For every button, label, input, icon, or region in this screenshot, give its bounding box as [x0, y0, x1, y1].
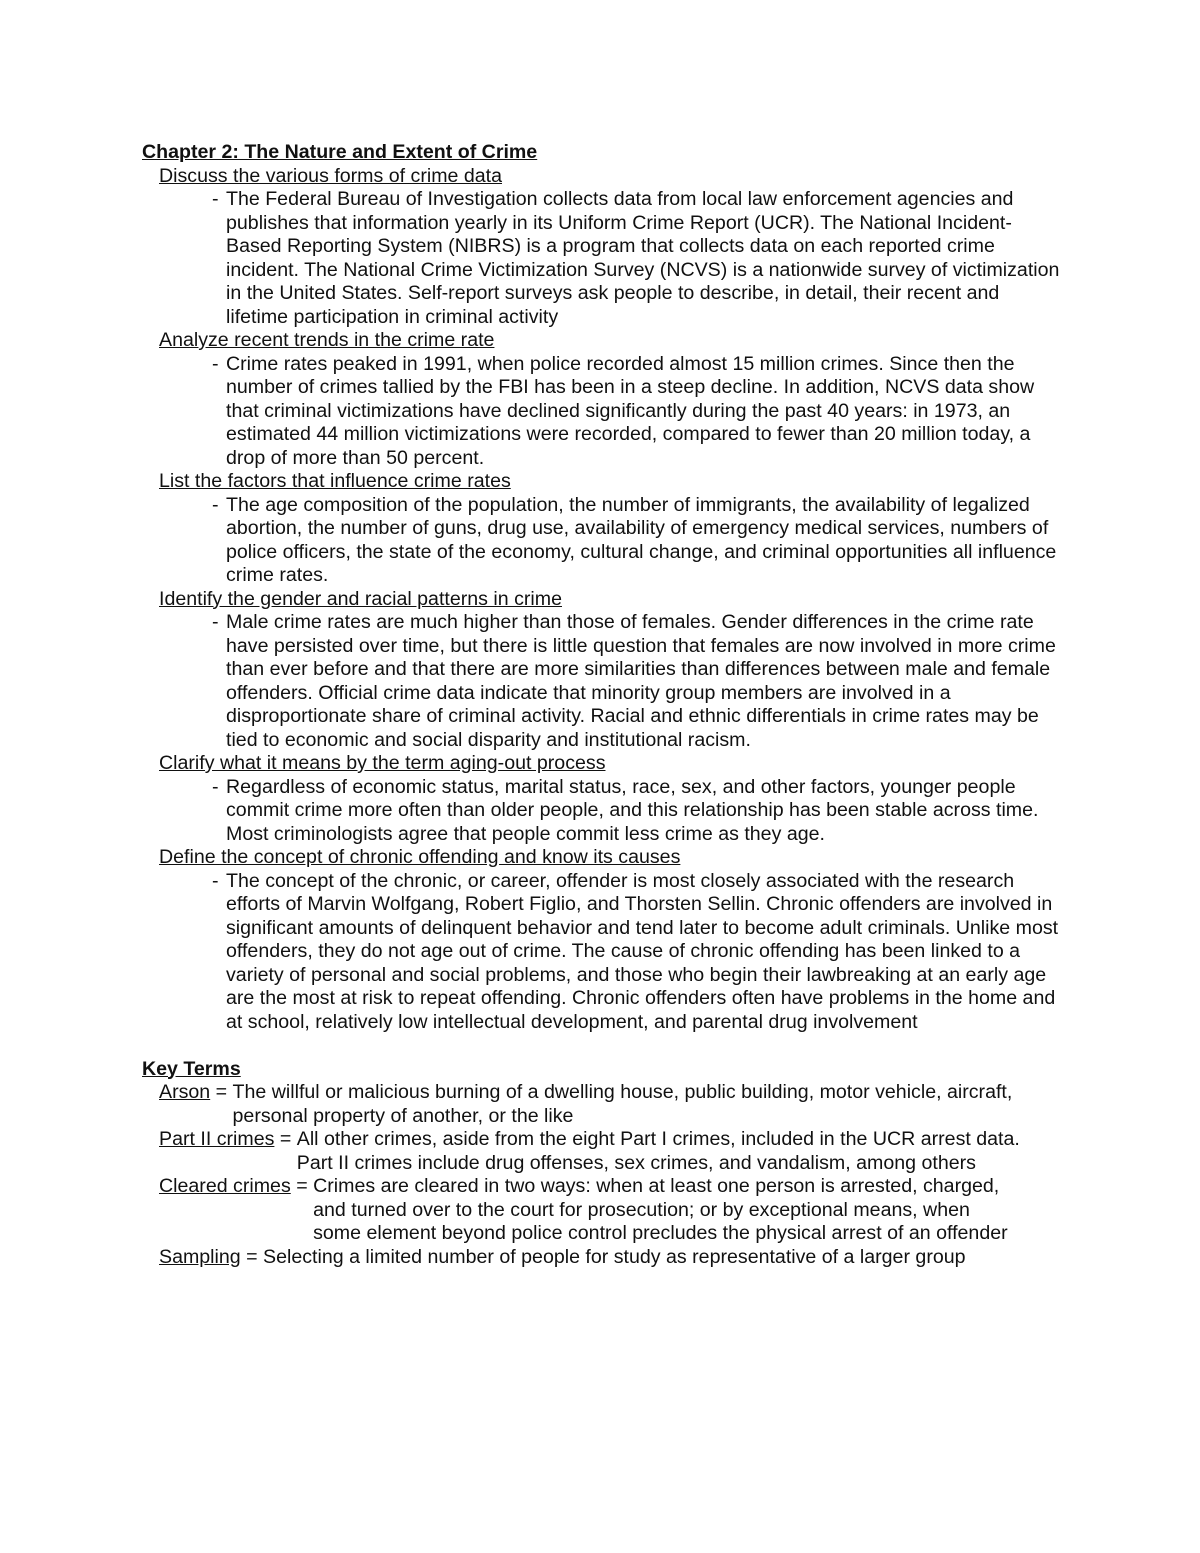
term-separator: =: [290, 1175, 314, 1197]
section-crime-factors: [142, 470, 1072, 588]
key-term-cleared-crimes: [159, 1175, 1072, 1246]
bullet-text: The age composition of the population, the number of immigrants, the availability of legalized abortion, the number of guns, drug use, availability of emergency medical services, numbers of police officers, the state of the economy, cultural change, and criminal opportunities all influence crime rates.: [226, 493, 1057, 586]
section-aging-out: [142, 752, 1072, 846]
bullet-paragraph: [212, 611, 1066, 752]
chapter-title: Chapter 2: The Nature and Extent of Crime: [142, 141, 538, 163]
key-term-arson: [159, 1081, 1072, 1128]
section-crime-trends: [142, 329, 1072, 470]
key-terms-title: Key Terms: [142, 1057, 241, 1080]
term-name: Sampling: [159, 1245, 241, 1268]
bullet-text: The concept of the chronic, or career, offender is most closely associated with the research efforts of Marvin Wolfgang, Robert Figlio, and Thorsten Sellin. Chronic offenders are involved in significant amounts of delinquent behavior and tend later to become adult criminals. Unlike most offenders, they do not age out of crime. The cause of chronic offending has been linked to a variety of personal and social problems, and those who begin their lawbreaking at an early age are the most at risk to repeat offending. Chronic offenders often have problems in the home and at school, relatively low intellectual development, and parental drug involvement: [226, 869, 1059, 1033]
bullet-text: The Federal Bureau of Investigation collects data from local law enforcement agencies and publishes that information yearly in its Uniform Crime Report (UCR). The National Incident-Based Reporting System (NIBRS) is a program that collects data on each reported crime incident. The National Crime Victimization Survey (NCVS) is a nationwide survey of victimization in the United States. Self-report surveys ask people to describe, in detail, their recent and lifetime participation in criminal activity: [226, 188, 1060, 328]
term-name: Part II crimes: [159, 1128, 275, 1150]
objective-heading: Identify the gender and racial patterns in crime: [159, 587, 562, 610]
term-definition: Crimes are cleared in two ways: when at least one person is arrested, charged, and turned over to the court for prosecution; or by exceptional means, when some element beyond police control precludes the physical arrest of an offender: [313, 1175, 1008, 1244]
bullet-text: Male crime rates are much higher than those of females. Gender differences in the crime rate have persisted over time, but there is little question that females are now involved in more crime than ever before and that there are more similarities than differences between male and female offenders. Official crime data indicate that minority group members are involved in a disproportionate share of criminal activity. Racial and ethnic differentials in crime rates may be tied to economic and social disparity and institutional racism.: [226, 611, 1056, 751]
term-definition: All other crimes, aside from the eight Part I crimes, included in the UCR arrest data. Part II crimes include drug offenses, sex crimes, and vandalism, among others: [296, 1128, 1020, 1174]
bullet-dash: -: [212, 352, 219, 375]
term-name: Cleared crimes: [159, 1175, 291, 1197]
bullet-dash: -: [212, 493, 219, 516]
bullet-dash: -: [212, 611, 219, 633]
objective-heading: Discuss the various forms of crime data: [159, 164, 503, 187]
bullet-paragraph: [212, 353, 1066, 471]
bullet-dash: -: [212, 775, 219, 798]
term-separator: =: [240, 1245, 264, 1268]
bullet-text: Crime rates peaked in 1991, when police recorded almost 15 million crimes. Since then the number of crimes tallied by the FBI has been in a steep decline. In addition, NCVS data show that criminal victimizations have declined significantly during the past 40 years: in 1973, an estimated 44 million victimizations were recorded, compared to fewer than 20 million today, a drop of more than 50 percent.: [226, 352, 1035, 469]
section-gender-racial: [142, 588, 1072, 753]
term-definition: Selecting a limited number of people for study as representative of a larger group: [263, 1245, 966, 1268]
objective-heading: Define the concept of chronic offending and know its causes: [159, 846, 681, 868]
bullet-paragraph: [212, 870, 1066, 1035]
objective-heading: Analyze recent trends in the crime rate: [159, 329, 495, 351]
section-chronic-offending: [142, 846, 1072, 1034]
term-separator: =: [210, 1081, 233, 1103]
bullet-paragraph: [212, 776, 1066, 847]
section-crime-data: [142, 165, 1072, 330]
key-term-sampling: [159, 1246, 1072, 1270]
term-name: Arson: [159, 1081, 211, 1103]
key-term-part-ii-crimes: [159, 1128, 1072, 1175]
bullet-text: Regardless of economic status, marital status, race, sex, and other factors, younger people commit crime more often than older people, and this relationship has been stable across time. Most criminologists agree that people commit less crime as they age.: [226, 775, 1039, 845]
spacer: [142, 1034, 1072, 1058]
term-separator: =: [274, 1128, 297, 1150]
bullet-paragraph: [212, 188, 1066, 329]
bullet-dash: -: [212, 188, 219, 210]
term-definition: The willful or malicious burning of a dwelling house, public building, motor vehicle, aircraft, personal property of another, or the like: [232, 1081, 1013, 1127]
objective-heading: List the factors that influence crime rates: [159, 470, 511, 492]
document-page: [142, 141, 1072, 1269]
bullet-paragraph: [212, 494, 1066, 588]
objective-heading: Clarify what it means by the term aging-out process: [159, 752, 606, 774]
bullet-dash: -: [212, 869, 219, 892]
